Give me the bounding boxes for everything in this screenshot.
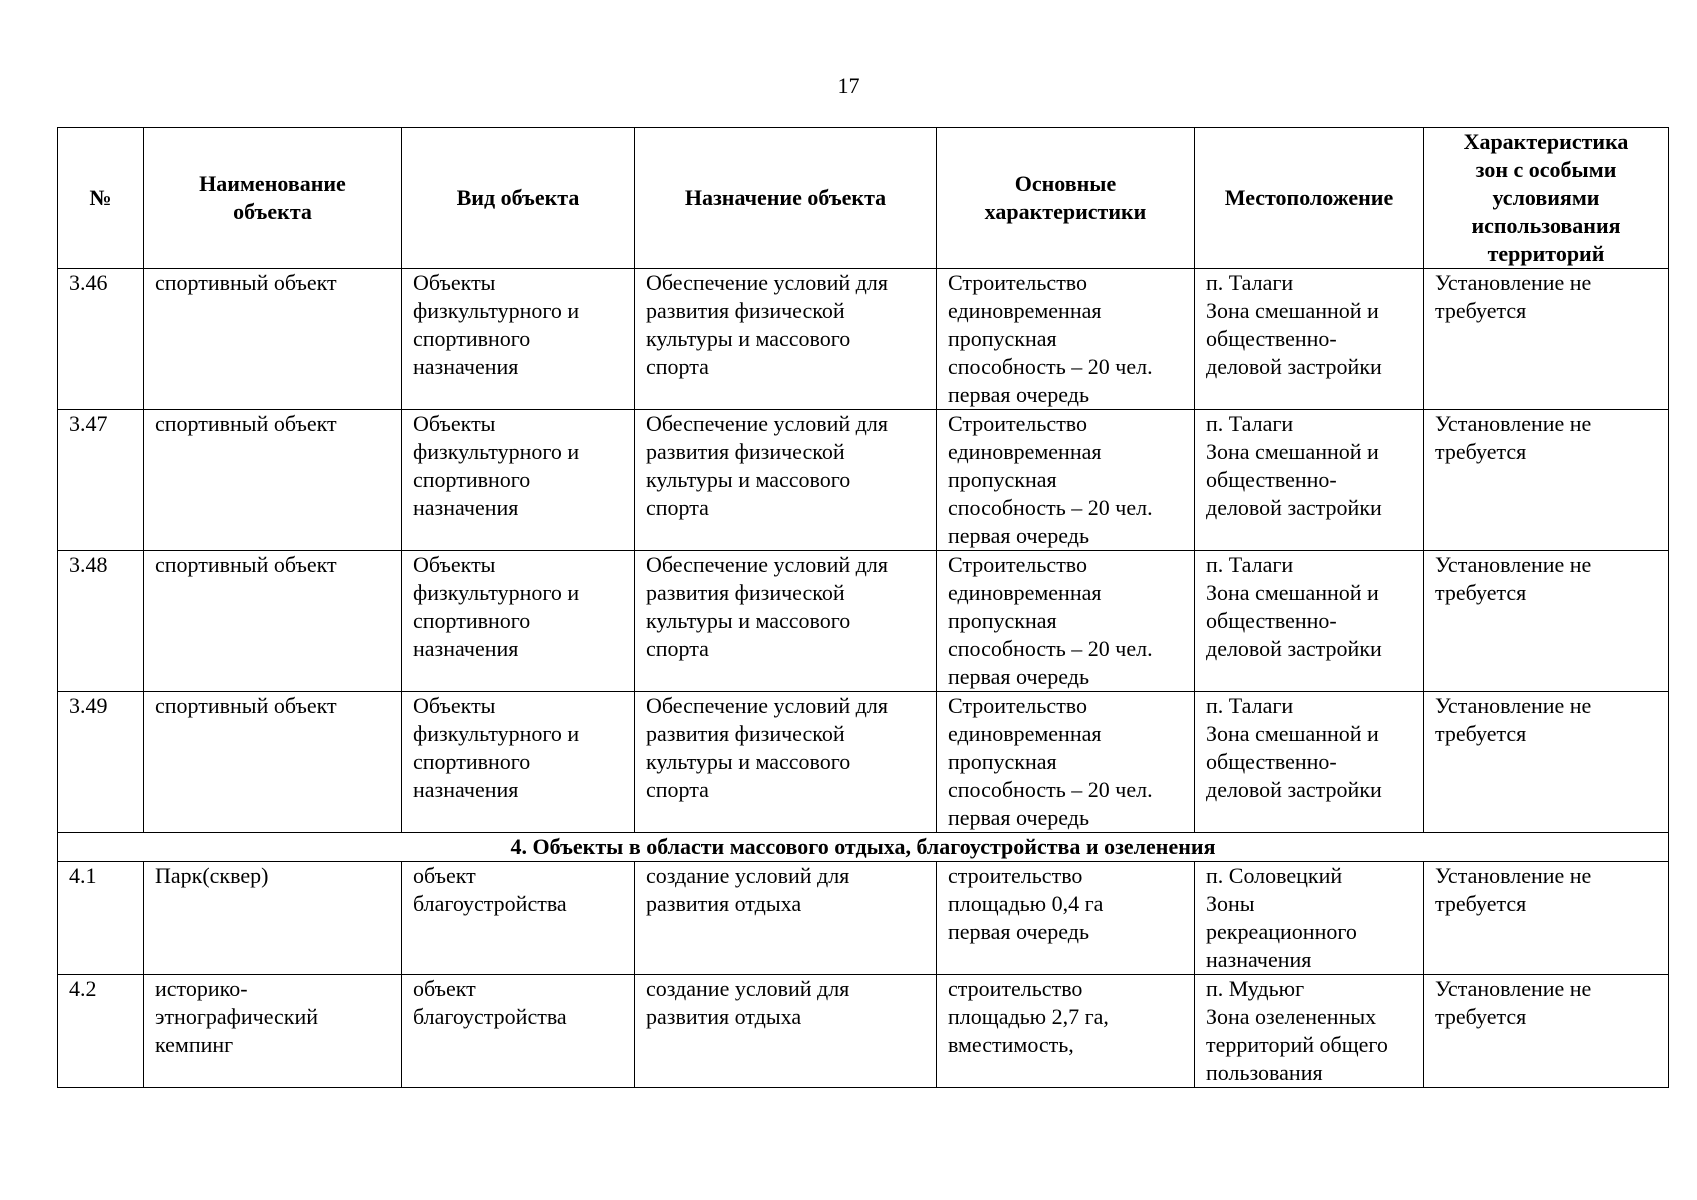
cell-type: объект благоустройства xyxy=(402,862,635,975)
table-row xyxy=(58,862,1669,975)
cell-name: спортивный объект xyxy=(144,692,402,833)
cell-purpose: Обеспечение условий для развития физической культуры и массового спорта xyxy=(635,269,937,410)
cell-name: спортивный объект xyxy=(144,551,402,692)
table-row xyxy=(58,551,1669,692)
cell-characteristics: Строительство единовременная пропускная способность – 20 чел. первая очередь xyxy=(937,269,1195,410)
cell-purpose: создание условий для развития отдыха xyxy=(635,862,937,975)
cell-zones: Установление не требуется xyxy=(1424,692,1669,833)
header-number: № xyxy=(58,128,144,269)
table-row xyxy=(58,975,1669,1088)
cell-characteristics: Строительство единовременная пропускная способность – 20 чел. первая очередь xyxy=(937,410,1195,551)
cell-location: п. Мудьюг Зона озелененных территорий общего пользования xyxy=(1195,975,1424,1088)
cell-characteristics: строительство площадью 0,4 га первая очередь xyxy=(937,862,1195,975)
cell-type: объект благоустройства xyxy=(402,975,635,1088)
page-number: 17 xyxy=(837,73,860,98)
cell-purpose: Обеспечение условий для развития физической культуры и массового спорта xyxy=(635,410,937,551)
header-zones: Характеристика зон с особыми условиями использования территорий xyxy=(1424,128,1669,269)
cell-characteristics: Строительство единовременная пропускная способность – 20 чел. первая очередь xyxy=(937,551,1195,692)
header-characteristics: Основные характеристики xyxy=(937,128,1195,269)
cell-type: Объекты физкультурного и спортивного назначения xyxy=(402,269,635,410)
header-name: Наименование объекта xyxy=(144,128,402,269)
cell-zones: Установление не требуется xyxy=(1424,410,1669,551)
table-row xyxy=(58,410,1669,551)
cell-name: историко- этнографический кемпинг xyxy=(144,975,402,1088)
cell-location: п. Талаги Зона смешанной и общественно- деловой застройки xyxy=(1195,551,1424,692)
cell-location: п. Талаги Зона смешанной и общественно- деловой застройки xyxy=(1195,410,1424,551)
cell-type: Объекты физкультурного и спортивного назначения xyxy=(402,551,635,692)
cell-name: спортивный объект xyxy=(144,410,402,551)
cell-location: п. Талаги Зона смешанной и общественно- деловой застройки xyxy=(1195,692,1424,833)
cell-zones: Установление не требуется xyxy=(1424,862,1669,975)
cell-zones: Установление не требуется xyxy=(1424,551,1669,692)
header-purpose: Назначение объекта xyxy=(635,128,937,269)
cell-location: п. Соловецкий Зоны рекреационного назначения xyxy=(1195,862,1424,975)
table-header-row xyxy=(58,128,1669,269)
cell-characteristics: строительство площадью 2,7 га, вместимость, xyxy=(937,975,1195,1088)
cell-purpose: создание условий для развития отдыха xyxy=(635,975,937,1088)
header-location: Местоположение xyxy=(1195,128,1424,269)
section-title: 4. Объекты в области массового отдыха, благоустройства и озеленения xyxy=(58,833,1669,862)
cell-location: п. Талаги Зона смешанной и общественно- деловой застройки xyxy=(1195,269,1424,410)
table-row xyxy=(58,692,1669,833)
cell-characteristics: Строительство единовременная пропускная способность – 20 чел. первая очередь xyxy=(937,692,1195,833)
cell-purpose: Обеспечение условий для развития физической культуры и массового спорта xyxy=(635,551,937,692)
objects-table xyxy=(57,127,1669,1088)
cell-number: 3.48 xyxy=(58,551,144,692)
cell-zones: Установление не требуется xyxy=(1424,975,1669,1088)
cell-number: 3.49 xyxy=(58,692,144,833)
section-header-row xyxy=(58,833,1669,862)
cell-number: 3.46 xyxy=(58,269,144,410)
cell-type: Объекты физкультурного и спортивного назначения xyxy=(402,410,635,551)
cell-number: 4.2 xyxy=(58,975,144,1088)
cell-number: 4.1 xyxy=(58,862,144,975)
cell-name: Парк(сквер) xyxy=(144,862,402,975)
cell-name: спортивный объект xyxy=(144,269,402,410)
cell-purpose: Обеспечение условий для развития физической культуры и массового спорта xyxy=(635,692,937,833)
cell-type: Объекты физкультурного и спортивного назначения xyxy=(402,692,635,833)
cell-number: 3.47 xyxy=(58,410,144,551)
cell-zones: Установление не требуется xyxy=(1424,269,1669,410)
table-row xyxy=(58,269,1669,410)
header-type: Вид объекта xyxy=(402,128,635,269)
